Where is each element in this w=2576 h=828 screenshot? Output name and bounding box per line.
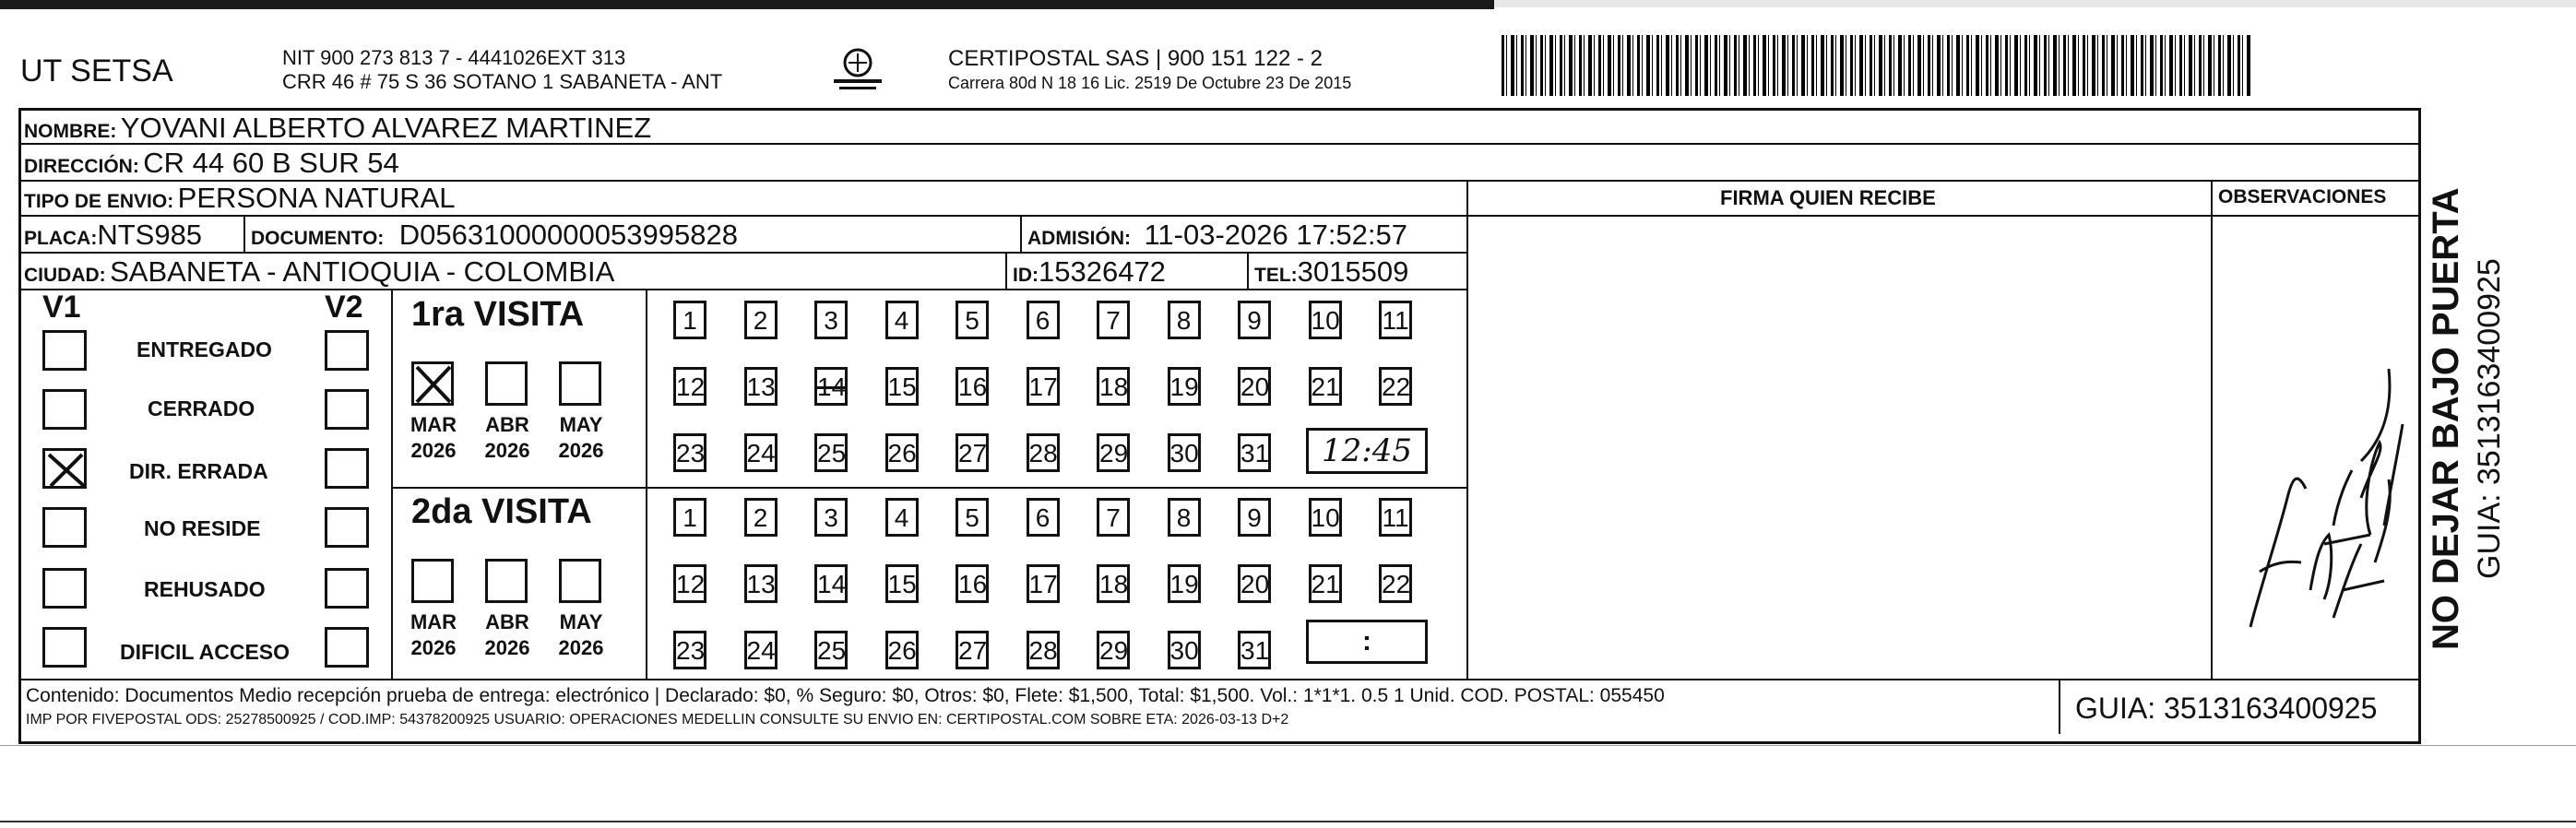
visit2-month-mar-checkbox[interactable] xyxy=(411,559,454,603)
carrier-name: CERTIPOSTAL SAS | 900 151 122 - 2 xyxy=(948,46,1323,71)
visit2-month-may-checkbox[interactable] xyxy=(559,559,601,603)
side-warning: NO DEJAR BAJO PUERTA xyxy=(2426,187,2466,650)
city: SABANETA - ANTIOQUIA - COLOMBIA xyxy=(110,255,615,288)
visit1-year-mar: 2026 xyxy=(410,439,457,462)
v1-label: V1 xyxy=(42,290,81,325)
visit1-day-2[interactable]: 2 xyxy=(744,301,778,339)
status-cerrado: CERRADO xyxy=(148,396,255,420)
plate: NTS985 xyxy=(97,219,203,251)
visit1-title: 1ra VISITA xyxy=(411,295,585,334)
v1-cerrado-checkbox[interactable] xyxy=(42,389,87,430)
visit1-month-mar: MAR xyxy=(410,413,457,436)
visit1-month-may-checkbox[interactable] xyxy=(559,361,601,406)
v1-dir-errada-checkbox[interactable] xyxy=(42,448,87,489)
visit2-day-30[interactable]: 30 xyxy=(1168,631,1201,669)
side-guia: GUIA: 3513163400925 xyxy=(2472,258,2507,579)
visit1-day-3[interactable]: 3 xyxy=(814,301,848,339)
visit2-month-mar: MAR xyxy=(410,610,457,633)
plate-label: PLACA: xyxy=(24,228,98,249)
visit1-day-18[interactable]: 18 xyxy=(1097,367,1130,406)
tel-number: 3015509 xyxy=(1297,255,1409,288)
visit1-day-31[interactable]: 31 xyxy=(1238,433,1271,472)
visit1-day-4[interactable]: 4 xyxy=(885,301,919,339)
barcode xyxy=(1502,35,2250,96)
carrier-license: Carrera 80d N 18 16 Lic. 2519 De Octubre 23 De 2015 xyxy=(948,74,1352,92)
visit2-title: 2da VISITA xyxy=(411,492,592,531)
visit2-day-18[interactable]: 18 xyxy=(1097,564,1130,603)
footer-guia: GUIA: 3513163400925 xyxy=(2075,692,2378,725)
visit2-day-19[interactable]: 19 xyxy=(1168,564,1201,603)
visit2-day-29[interactable]: 29 xyxy=(1097,631,1130,669)
visit2-day-26[interactable]: 26 xyxy=(885,631,919,669)
visit1-day-8[interactable]: 8 xyxy=(1168,301,1201,339)
visit1-day-20[interactable]: 20 xyxy=(1238,367,1271,406)
visit1-day-15[interactable]: 15 xyxy=(885,367,919,406)
visit2-day-16[interactable]: 16 xyxy=(956,564,989,603)
address-label: DIRECCIÓN: xyxy=(24,156,139,177)
visit2-day-22[interactable]: 22 xyxy=(1379,564,1412,603)
visit1-day-29[interactable]: 29 xyxy=(1097,433,1130,472)
visit2-day-31[interactable]: 31 xyxy=(1238,631,1271,669)
visit2-day-15[interactable]: 15 xyxy=(885,564,919,603)
visit1-month-may: MAY xyxy=(559,413,603,436)
v2-entregado-checkbox[interactable] xyxy=(325,330,369,371)
visit2-day-11[interactable]: 11 xyxy=(1379,498,1412,537)
name-label: NOMBRE: xyxy=(24,121,117,142)
send-type-label: TIPO DE ENVIO: xyxy=(24,191,174,212)
visit2-day-10[interactable]: 10 xyxy=(1309,498,1342,537)
visit1-day-24[interactable]: 24 xyxy=(744,433,778,472)
certipostal-logo-icon xyxy=(830,44,885,96)
visit1-day-21[interactable]: 21 xyxy=(1309,367,1342,406)
visit1-month-mar-checkbox[interactable] xyxy=(411,361,454,406)
send-type: PERSONA NATURAL xyxy=(177,182,456,214)
admission-date: 11-03-2026 17:52:57 xyxy=(1144,219,1408,251)
company-address: CRR 46 # 75 S 36 SOTANO 1 SABANETA - ANT xyxy=(282,70,723,93)
visit1-day-14[interactable]: 14 xyxy=(814,367,848,406)
visit1-month-abr: ABR xyxy=(485,413,529,436)
visit1-day-13[interactable]: 13 xyxy=(744,367,778,406)
v2-cerrado-checkbox[interactable] xyxy=(325,389,369,430)
visit2-day-13[interactable]: 13 xyxy=(744,564,778,603)
visit1-day-28[interactable]: 28 xyxy=(1027,433,1060,472)
visit2-day-4[interactable]: 4 xyxy=(885,498,919,537)
visit1-month-abr-checkbox[interactable] xyxy=(485,361,528,406)
document-number: D05631000000053995828 xyxy=(398,219,738,251)
company-name: UT SETSA xyxy=(20,53,173,89)
visit2-day-14[interactable]: 14 xyxy=(814,564,848,603)
v2-label: V2 xyxy=(325,290,363,325)
visit2-day-7[interactable]: 7 xyxy=(1097,498,1130,537)
footer-print-info: IMP POR FIVEPOSTAL ODS: 25278500925 / COD.IMP: 54378200925 USUARIO: OPERACIONES MEDELLIN CONSULTE SU ENVIO EN: CERTIPOSTAL.COM SOBRE ETA: 2026-03-13 D+2 xyxy=(26,712,1289,727)
visit2-month-may: MAY xyxy=(559,610,603,633)
visit2-day-5[interactable]: 5 xyxy=(956,498,989,537)
visit1-day-26[interactable]: 26 xyxy=(885,433,919,472)
status-dificil-acceso: DIFICIL ACCESO xyxy=(120,640,291,664)
visit1-day-30[interactable]: 30 xyxy=(1168,433,1201,472)
visit2-year-may: 2026 xyxy=(558,636,604,659)
visit1-day-11[interactable]: 11 xyxy=(1379,301,1412,339)
status-dir-errada: DIR. ERRADA xyxy=(129,459,268,483)
v1-entregado-checkbox[interactable] xyxy=(42,330,87,371)
visit2-day-17[interactable]: 17 xyxy=(1027,564,1060,603)
recipient-name: YOVANI ALBERTO ALVAREZ MARTINEZ xyxy=(120,112,652,144)
top-edge xyxy=(0,0,2576,7)
v2-no-reside-checkbox[interactable] xyxy=(325,507,369,548)
visit2-day-25[interactable]: 25 xyxy=(814,631,848,669)
visit1-day-1[interactable]: 1 xyxy=(673,301,706,339)
visit1-day-10[interactable]: 10 xyxy=(1309,301,1342,339)
visit1-time-field[interactable]: 12:45 xyxy=(1306,428,1428,474)
visit2-day-12[interactable]: 12 xyxy=(673,564,706,603)
visit2-day-20[interactable]: 20 xyxy=(1238,564,1271,603)
id-label: ID: xyxy=(1013,265,1039,286)
visit2-day-1[interactable]: 1 xyxy=(673,498,706,537)
visit2-day-21[interactable]: 21 xyxy=(1309,564,1342,603)
visit2-day-3[interactable]: 3 xyxy=(814,498,848,537)
document-label: DOCUMENTO: xyxy=(251,228,385,249)
tel-label: TEL: xyxy=(1254,265,1298,286)
v2-dir-errada-checkbox[interactable] xyxy=(325,448,369,489)
visit1-day-6[interactable]: 6 xyxy=(1027,301,1060,339)
visit2-day-8[interactable]: 8 xyxy=(1168,498,1201,537)
status-entregado: ENTREGADO xyxy=(137,337,272,361)
footer-content: Contenido: Documentos Medio recepción prueba de entrega: electrónico | Declarado: $0, % Seguro: $0, Otros: $0, Flete: $1,500, Total: $1,500. Vol.: 1*1*1. 0.5 1 Unid. COD. POSTAL: 055450 xyxy=(26,685,1665,706)
visit1-day-27[interactable]: 27 xyxy=(956,433,989,472)
visit2-day-6[interactable]: 6 xyxy=(1027,498,1060,537)
observations-header: OBSERVACIONES xyxy=(2218,186,2387,207)
observation-handwriting xyxy=(2223,313,2407,645)
v2-dificil-acceso-checkbox[interactable] xyxy=(325,627,369,668)
city-label: CIUDAD: xyxy=(24,265,106,286)
visit1-day-25[interactable]: 25 xyxy=(814,433,848,472)
visit1-day-9[interactable]: 9 xyxy=(1238,301,1271,339)
v1-no-reside-checkbox[interactable] xyxy=(42,507,87,548)
visit2-year-mar: 2026 xyxy=(410,636,457,659)
visit1-day-12[interactable]: 12 xyxy=(673,367,706,406)
visit1-year-may: 2026 xyxy=(558,439,604,462)
visit1-day-16[interactable]: 16 xyxy=(956,367,989,406)
recipient-address: CR 44 60 B SUR 54 xyxy=(143,147,399,179)
checkmark-x-icon xyxy=(45,451,88,490)
visit2-day-28[interactable]: 28 xyxy=(1027,631,1060,669)
visit1-day-7[interactable]: 7 xyxy=(1097,301,1130,339)
visit2-time-field[interactable]: : xyxy=(1306,620,1428,664)
status-no-reside: NO RESIDE xyxy=(144,516,261,540)
visit2-day-23[interactable]: 23 xyxy=(673,631,706,669)
admission-label: ADMISIÓN: xyxy=(1027,228,1131,249)
visit2-month-abr-checkbox[interactable] xyxy=(485,559,528,603)
visit2-day-9[interactable]: 9 xyxy=(1238,498,1271,537)
signature-header: FIRMA QUIEN RECIBE xyxy=(1720,186,1936,209)
v1-dificil-acceso-checkbox[interactable] xyxy=(42,627,87,668)
v1-rehusado-checkbox[interactable] xyxy=(42,568,87,609)
visit1-year-abr: 2026 xyxy=(484,439,530,462)
visit1-day-5[interactable]: 5 xyxy=(956,301,989,339)
visit2-day-2[interactable]: 2 xyxy=(744,498,778,537)
company-nit: NIT 900 273 813 7 - 4441026EXT 313 xyxy=(282,46,626,69)
visit2-day-24[interactable]: 24 xyxy=(744,631,778,669)
visit1-day-22[interactable]: 22 xyxy=(1379,367,1412,406)
visit2-day-27[interactable]: 27 xyxy=(956,631,989,669)
v2-rehusado-checkbox[interactable] xyxy=(325,568,369,609)
visit1-day-19[interactable]: 19 xyxy=(1168,367,1201,406)
status-rehusado: REHUSADO xyxy=(144,577,266,601)
visit2-year-abr: 2026 xyxy=(484,636,530,659)
visit1-day-17[interactable]: 17 xyxy=(1027,367,1060,406)
checkmark-x-icon xyxy=(414,364,453,405)
visit1-day-23[interactable]: 23 xyxy=(673,433,706,472)
visit2-month-abr: ABR xyxy=(485,610,529,633)
id-number: 15326472 xyxy=(1039,255,1166,288)
